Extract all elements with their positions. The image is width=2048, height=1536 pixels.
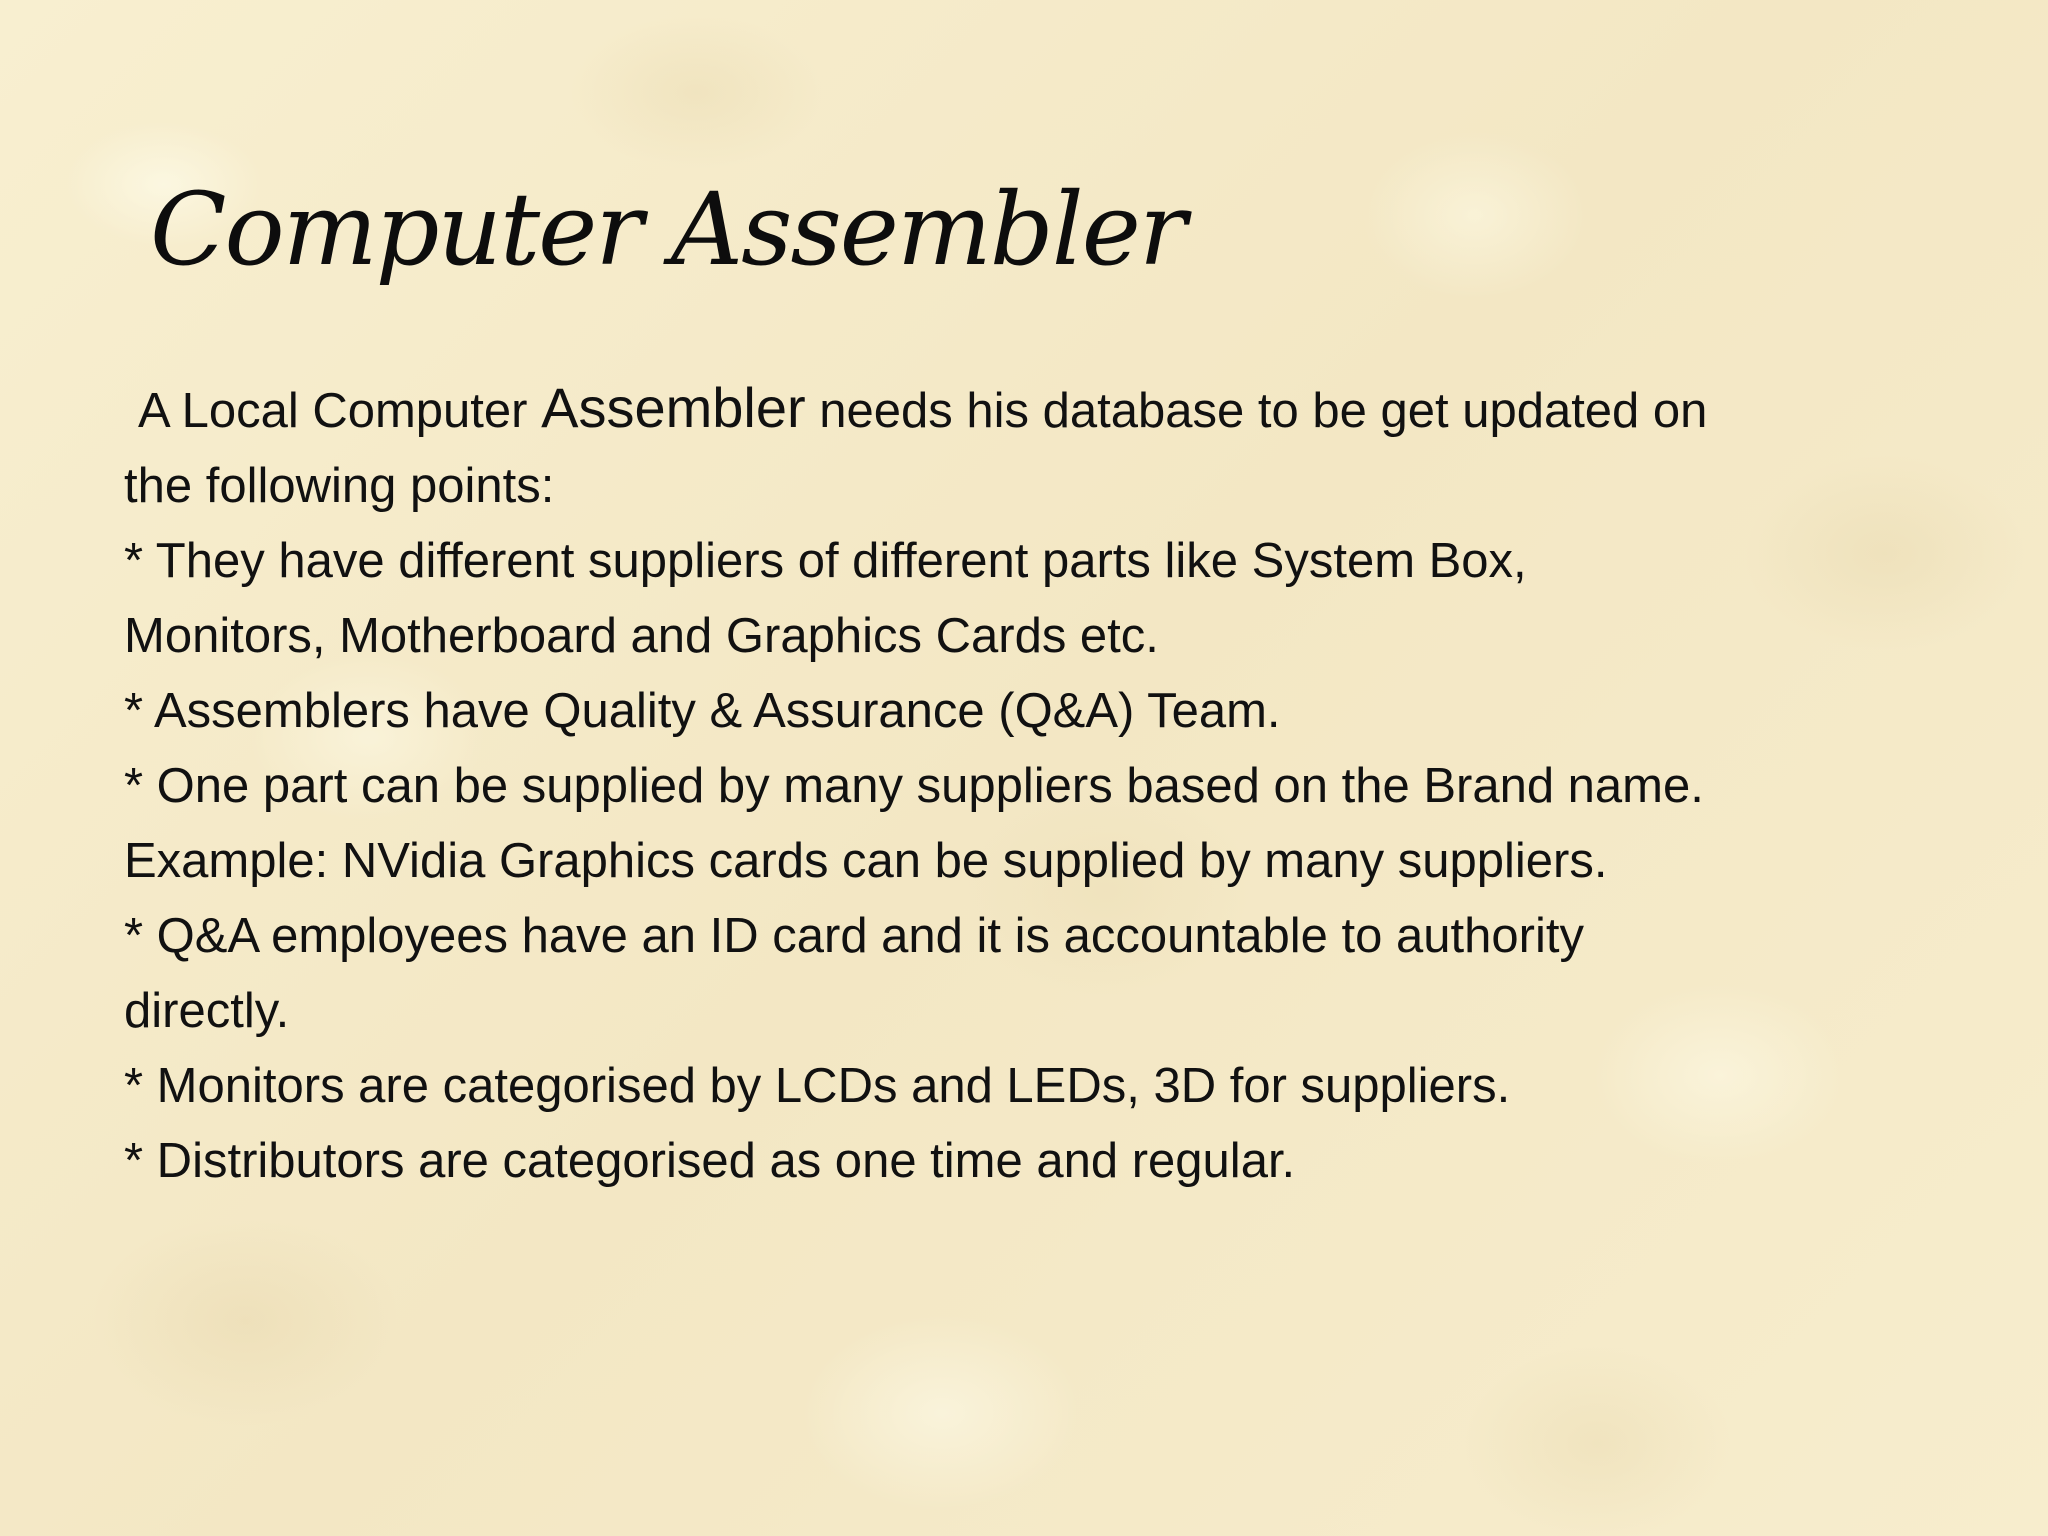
slide-title: Computer Assembler bbox=[150, 171, 1185, 288]
intro-line-1 bbox=[124, 370, 2004, 449]
slide-body bbox=[124, 370, 2004, 1199]
body-line: Example: NVidia Graphics cards can be supplied by many suppliers. bbox=[124, 834, 1608, 888]
body-line: * Distributors are categorised as one time and regular. bbox=[124, 1134, 1296, 1188]
intro-line-1-rest: needs his database to be get updated on bbox=[805, 384, 1708, 438]
intro-line-2: the following points: bbox=[124, 459, 555, 513]
body-line: * They have different suppliers of different parts like System Box, bbox=[124, 534, 1527, 588]
body-line: * Monitors are categorised by LCDs and LEDs, 3D for suppliers. bbox=[124, 1059, 1511, 1113]
body-line: Monitors, Motherboard and Graphics Cards etc. bbox=[124, 609, 1159, 663]
body-line: * One part can be supplied by many suppliers based on the Brand name. bbox=[124, 759, 1704, 813]
body-line: directly. bbox=[124, 984, 290, 1038]
body-line: * Assemblers have Quality & Assurance (Q&A) Team. bbox=[124, 684, 1281, 738]
intro-lead: A Local Computer bbox=[138, 384, 542, 438]
intro-emphasis: Assembler bbox=[541, 376, 806, 439]
body-line: * Q&A employees have an ID card and it is accountable to authority bbox=[124, 909, 1584, 963]
